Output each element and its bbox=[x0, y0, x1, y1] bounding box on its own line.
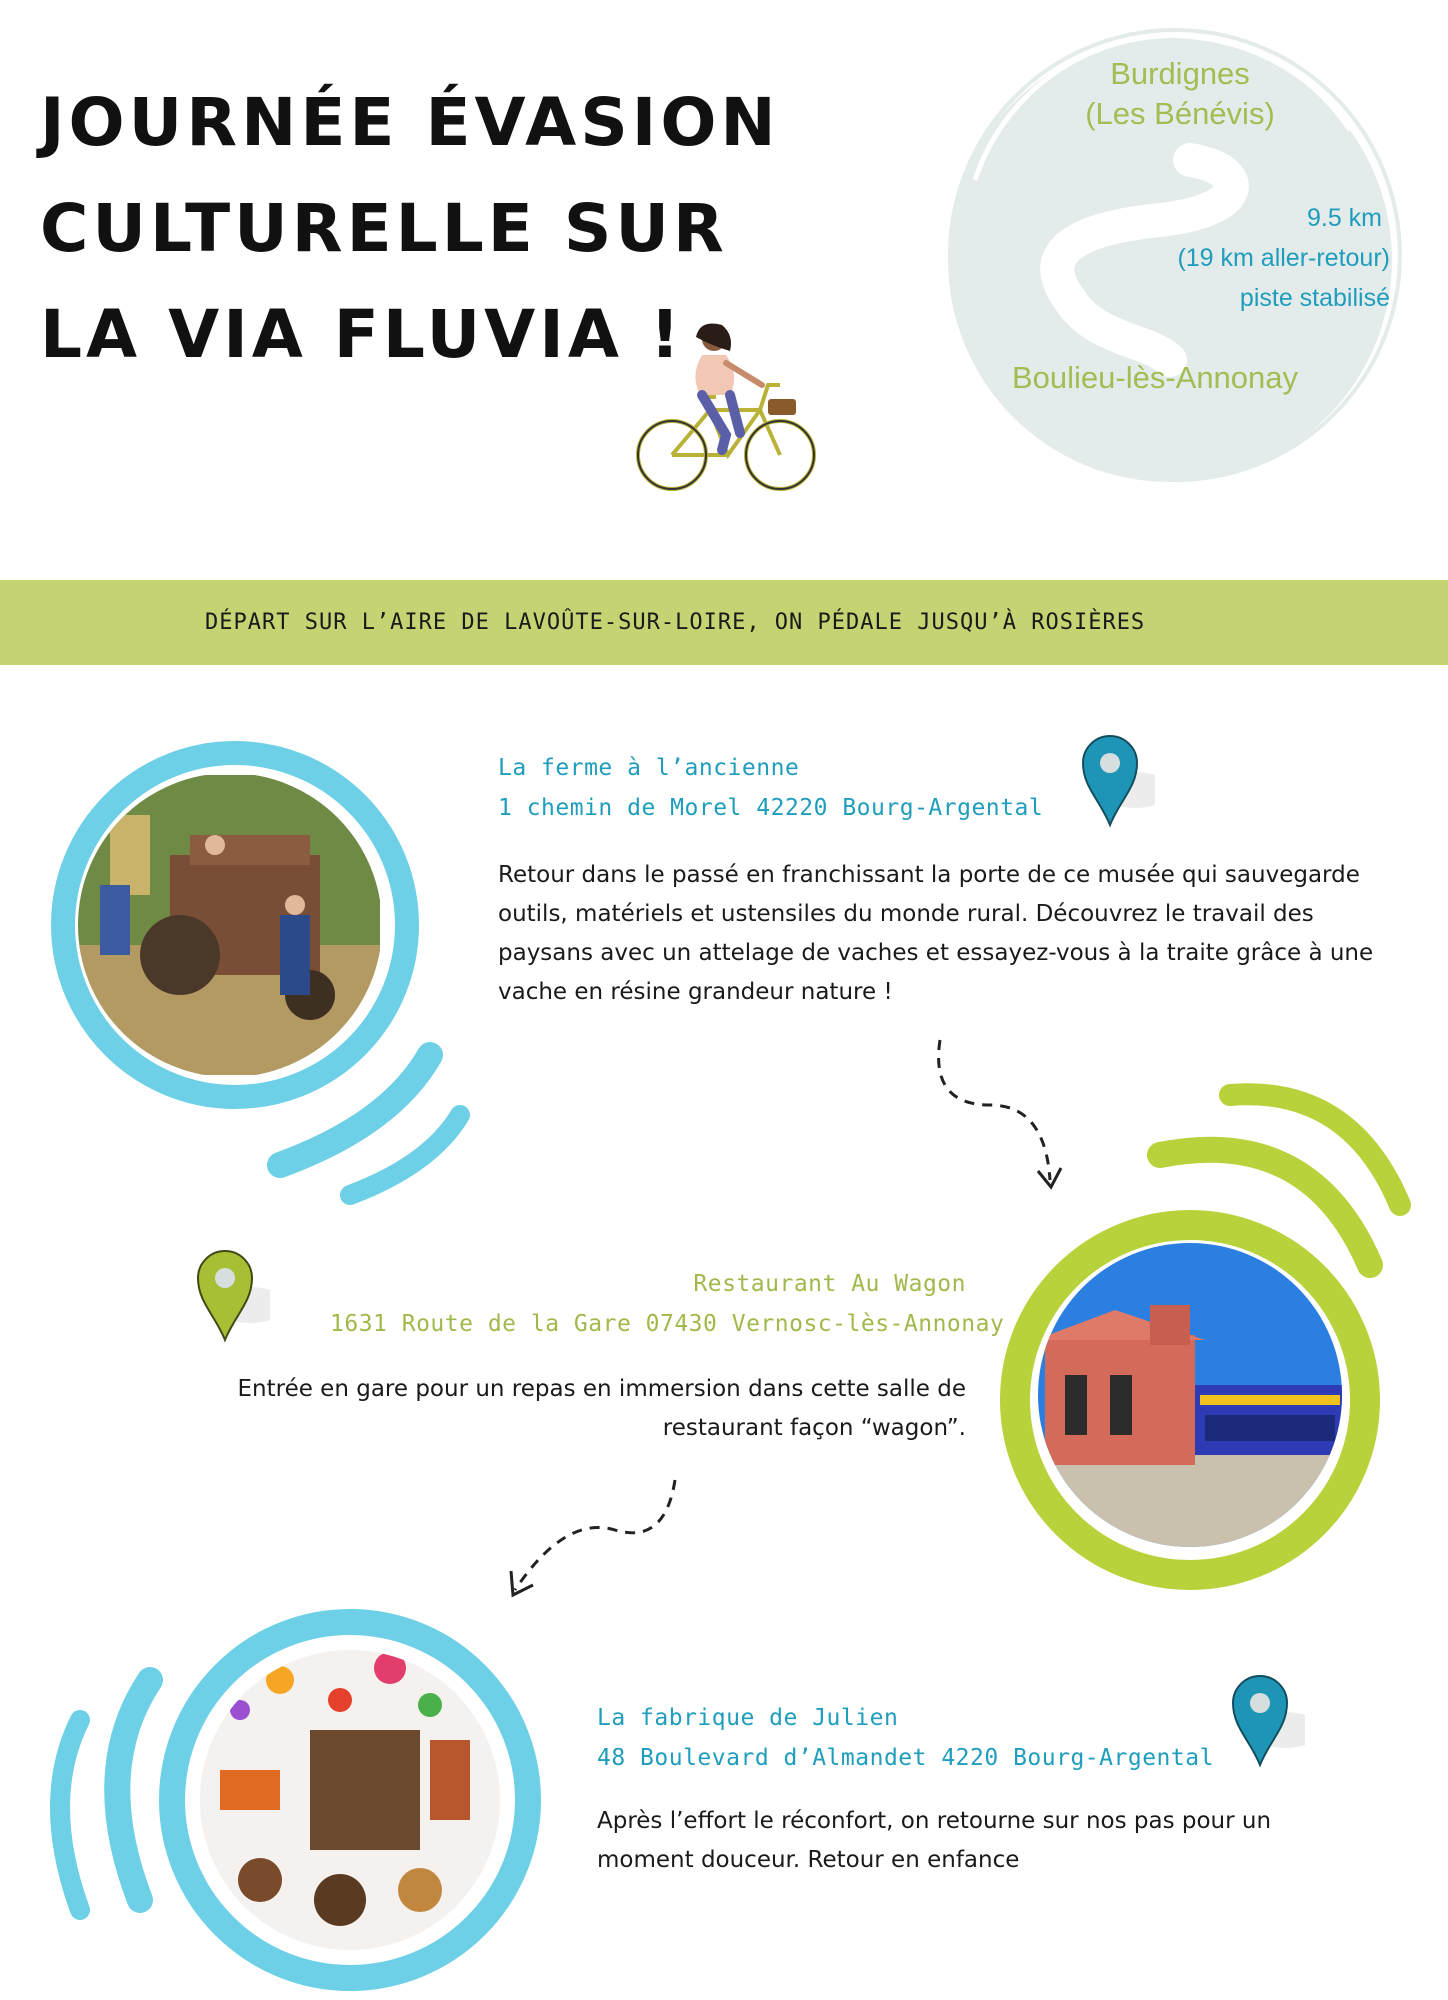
stop-3-header bbox=[597, 1698, 1214, 1778]
route-start bbox=[1030, 54, 1330, 134]
route-start-sub: (Les Bénévis) bbox=[1085, 96, 1275, 131]
stop-2-name: Restaurant Au Wagon bbox=[693, 1271, 966, 1297]
route-end-name: Boulieu-lès-Annonay bbox=[1011, 360, 1299, 395]
banner-text: DÉPART SUR L’AIRE DE LAVOÛTE-SUR-LOIRE, ON PÉDALE JUSQU’À ROSIÈRES bbox=[205, 610, 1146, 635]
map-pin-icon bbox=[1225, 1665, 1305, 1775]
stop-1-header bbox=[498, 748, 1043, 828]
stop-3-description: Après l’effort le réconfort, on retourne sur nos pas pour un moment douceur. Retour en enfance bbox=[597, 1808, 1272, 1873]
route-distance: 9.5 km bbox=[1306, 204, 1382, 232]
restaurant-photo bbox=[1035, 1235, 1345, 1555]
route-stats bbox=[1090, 198, 1390, 318]
departure-banner bbox=[0, 580, 1448, 665]
route-start-name: Burdignes bbox=[1110, 56, 1250, 91]
cyclist-illustration bbox=[630, 315, 820, 505]
route-roundtrip: (19 km aller-retour) bbox=[1177, 244, 1390, 272]
stop-1-address: 1 chemin de Morel 42220 Bourg-Argental bbox=[498, 795, 1044, 821]
stop-1-description: Retour dans le passé en franchissant la porte de ce musée qui sauvegarde outils, matériels et ustensiles du monde rural. Découvrez le travail des paysans avec un attelage de vaches et essayez-vous à la traite grâce à une vache en résine grandeur nature ! bbox=[498, 862, 1374, 1005]
map-pin-icon bbox=[190, 1240, 270, 1350]
route-surface: piste stabilisé bbox=[1239, 284, 1390, 312]
farm-photo bbox=[50, 775, 380, 1075]
stop-3-address: 48 Boulevard d’Almandet 4220 Bourg-Argental bbox=[597, 1745, 1214, 1771]
title-line-2: CULTURELLE SUR bbox=[40, 190, 728, 267]
title-line-3: LA VIA FLUVIA ! bbox=[40, 296, 684, 373]
stop-2-address: 1631 Route de la Gare 07430 Vernosc-lès-Annonay bbox=[330, 1311, 1005, 1337]
title-line-1: JOURNÉE ÉVASION bbox=[40, 84, 780, 161]
stop-2-description: Entrée en gare pour un repas en immersion dans cette salle de restaurant façon “wagon”. bbox=[237, 1376, 966, 1441]
map-pin-icon bbox=[1075, 725, 1155, 835]
candy-photo bbox=[200, 1650, 500, 1950]
stop-3-name: La fabrique de Julien bbox=[597, 1705, 899, 1731]
stop-1-name: La ferme à l’ancienne bbox=[498, 755, 800, 781]
stop-2-header bbox=[330, 1264, 1005, 1344]
